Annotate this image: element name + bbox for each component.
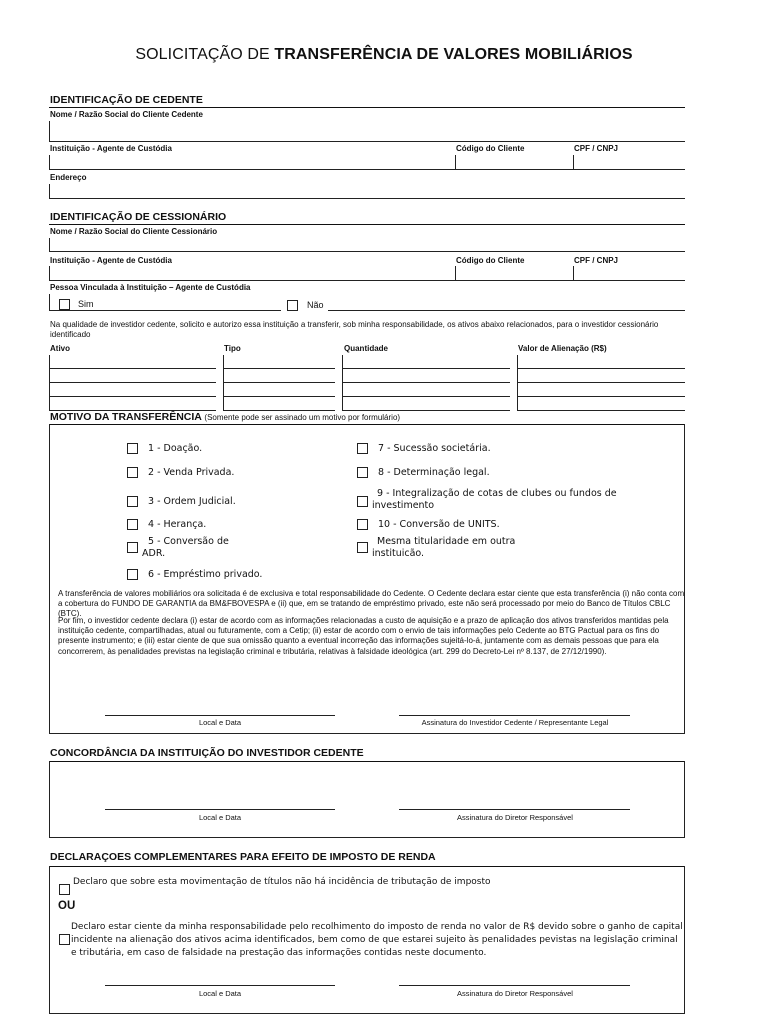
concordancia-local-line[interactable] xyxy=(105,809,335,810)
motivo-10-checkbox[interactable] xyxy=(357,519,368,530)
ir-local-label: Local e Data xyxy=(198,989,242,998)
concordancia-heading: CONCORDÂNCIA DA INSTITUIÇÃO DO INVESTIDOR CEDENTE xyxy=(50,747,364,759)
motivo-5-checkbox[interactable] xyxy=(127,542,138,553)
ir-local-line[interactable] xyxy=(105,985,335,986)
concordancia-assinatura-line[interactable] xyxy=(399,809,630,810)
motivo-6-label: 6 - Empréstimo privado. xyxy=(148,569,263,580)
ir-ou: OU xyxy=(58,900,76,912)
ir-assinatura-line[interactable] xyxy=(399,985,630,986)
motivo-6-checkbox[interactable] xyxy=(127,569,138,580)
motivo-3-checkbox[interactable] xyxy=(127,496,138,507)
cessionario-codigo-label: Código do Cliente xyxy=(456,256,525,265)
cedente-endereco-label: Endereço xyxy=(50,173,87,182)
concordancia-assinatura-label: Assinatura do Diretor Responsável xyxy=(457,813,573,822)
motivo-2-label: 2 - Venda Privada. xyxy=(148,467,235,478)
cedente-heading: IDENTIFICAÇÃO DE CEDENTE xyxy=(50,94,203,106)
declaracao-p1: A transferência de valores mobiliários ora solicitada é de exclusiva e total responsabilidade do Cedente. O Cedente declara estar ciente que esta transferência (i) não conta com a cobertura do FUNDO DE GARANTIA da BM&FBOVESPA e (ii) que, em se tratando de empréstimo privado, este não será processado por meio do Banco de Títulos CBLC (BTC). xyxy=(58,589,685,619)
local-data-line[interactable] xyxy=(105,715,335,716)
cedente-cpf-field[interactable] xyxy=(574,155,685,170)
page-title: SOLICITAÇÃO DE TRANSFERÊNCIA DE VALORES MOBILIÁRIOS xyxy=(135,46,633,63)
motivo-11-checkbox[interactable] xyxy=(357,542,368,553)
motivo-1-checkbox[interactable] xyxy=(127,443,138,454)
motivo-4-label: 4 - Herança. xyxy=(148,519,207,530)
cessionario-nome-label: Nome / Razão Social do Cliente Cessionário xyxy=(50,227,218,236)
ir-opt2-text: Declaro estar ciente da minha responsabilidade pelo recolhimento do imposto de renda no valor de R$ devido sobre o ganho de capital incidente na alienação dos ativos acima identificados, bem como de que estarei sujeito às penalidades pevistas na legislação criminal e tributária, em caso de falsidade na prestação das informações contidas neste documento. xyxy=(71,922,683,958)
cessionario-cpf-label: CPF / CNPJ xyxy=(574,256,619,265)
motivo-5-label: 5 - Conversão de ADR. xyxy=(142,536,229,559)
motivo-4-checkbox[interactable] xyxy=(127,519,138,530)
motivo-7-checkbox[interactable] xyxy=(357,443,368,454)
ir-opt1-text: Declaro que sobre esta movimentação de títulos não há incidência de tributação de imposto xyxy=(73,877,491,887)
motivo-10-label: 10 - Conversão de UNITS. xyxy=(378,519,500,530)
assinatura-label: Assinatura do Investidor Cedente / Representante Legal xyxy=(421,718,609,727)
sim-label: Sim xyxy=(78,299,94,309)
cedente-nome-field[interactable] xyxy=(49,121,685,142)
cedente-cpf-label: CPF / CNPJ xyxy=(574,144,619,153)
motivo-2-checkbox[interactable] xyxy=(127,467,138,478)
motivo-9-label: 9 - Integralização de cotas de clubes ou fundos de investimento xyxy=(372,488,617,511)
concordancia-local-label: Local e Data xyxy=(198,813,242,822)
assinatura-line[interactable] xyxy=(399,715,630,716)
motivo-heading: MOTIVO DA TRANSFERÊNCIA (Somente pode ser assinado um motivo por formulário) xyxy=(50,411,401,423)
cessionario-instituicao-field[interactable] xyxy=(49,266,453,280)
sim-checkbox[interactable] xyxy=(59,299,70,310)
motivo-11-label: Mesma titularidade em outra instituicão. xyxy=(372,536,516,559)
motivo-3-label: 3 - Ordem Judicial. xyxy=(148,496,236,507)
divider xyxy=(49,107,685,108)
cessionario-nome-field[interactable] xyxy=(49,238,685,252)
col-quantidade: Quantidade xyxy=(344,344,389,353)
nao-checkbox[interactable] xyxy=(287,300,298,311)
col-ativo: Ativo xyxy=(50,344,70,353)
autorizacao-text: Na qualidade de investidor cedente, solicito e autorizo essa instituição a transferir, sob minha responsabilidade, os ativos abaixo relacionados, para o investidor cessionário identificado xyxy=(50,320,659,340)
cessionario-instituicao-label: Instituição - Agente de Custódia xyxy=(50,256,172,265)
motivo-9-checkbox[interactable] xyxy=(357,496,368,507)
cessionario-codigo-field[interactable] xyxy=(455,266,571,280)
cedente-codigo-field[interactable] xyxy=(455,155,571,170)
cessionario-cpf-field[interactable] xyxy=(574,266,685,280)
cedente-instituicao-label: Instituição - Agente de Custódia xyxy=(50,144,172,153)
ir-heading: DECLARAÇOES COMPLEMENTARES PARA EFEITO DE IMPOSTO DE RENDA xyxy=(50,851,436,863)
cedente-endereco-field[interactable] xyxy=(49,184,685,199)
col-valor: Valor de Alienação (R$) xyxy=(518,344,607,353)
cessionario-heading: IDENTIFICAÇÃO DE CESSIONÁRIO xyxy=(50,211,227,223)
motivo-1-label: 1 - Doação. xyxy=(148,443,203,454)
motivo-8-label: 8 - Determinação legal. xyxy=(378,467,490,478)
concordancia-box xyxy=(49,761,685,838)
ir-assinatura-label: Assinatura do Diretor Responsável xyxy=(457,989,573,998)
motivo-note: (Somente pode ser assinado um motivo por formulário) xyxy=(204,413,401,422)
vinculada-label: Pessoa Vinculada à Instituição – Agente de Custódia xyxy=(50,283,251,292)
col-tipo: Tipo xyxy=(224,344,241,353)
nao-label: Não xyxy=(307,300,324,310)
motivo-8-checkbox[interactable] xyxy=(357,467,368,478)
local-data-label: Local e Data xyxy=(198,718,242,727)
cedente-nome-label: Nome / Razão Social do Cliente Cedente xyxy=(50,110,203,119)
motivo-7-label: 7 - Sucessão societária. xyxy=(378,443,491,454)
cedente-codigo-label: Código do Cliente xyxy=(456,144,525,153)
ir-opt1-checkbox[interactable] xyxy=(59,884,70,895)
ir-opt2-checkbox[interactable] xyxy=(59,934,70,945)
cedente-instituicao-field[interactable] xyxy=(49,155,453,170)
declaracao-p2: Por fim, o investidor cedente declara (i) estar de acordo com as informações relacionadas a custo de aquisição e a prazo de aplicação dos ativos transferidos mantidas pela instituição cedente, compartilhadas, atual ou futuramente, com a Cetip; (ii) estar de acordo com o envio de tais informações pelo Cedente ao BTG Pactual para os fins do presente instrumento; e (iii) estar ciente de que sua omissão quanto a eventual incorreção das informações sujeitá-lo-á, juntamente com as demais pessoas que para ela concorrerem, às penalidades previstas na legislação criminal e tributária, relativas à falsidade ideológica (art. 299 do Decreto-Lei nº 8.137, de 27/12/1990). xyxy=(58,616,669,656)
